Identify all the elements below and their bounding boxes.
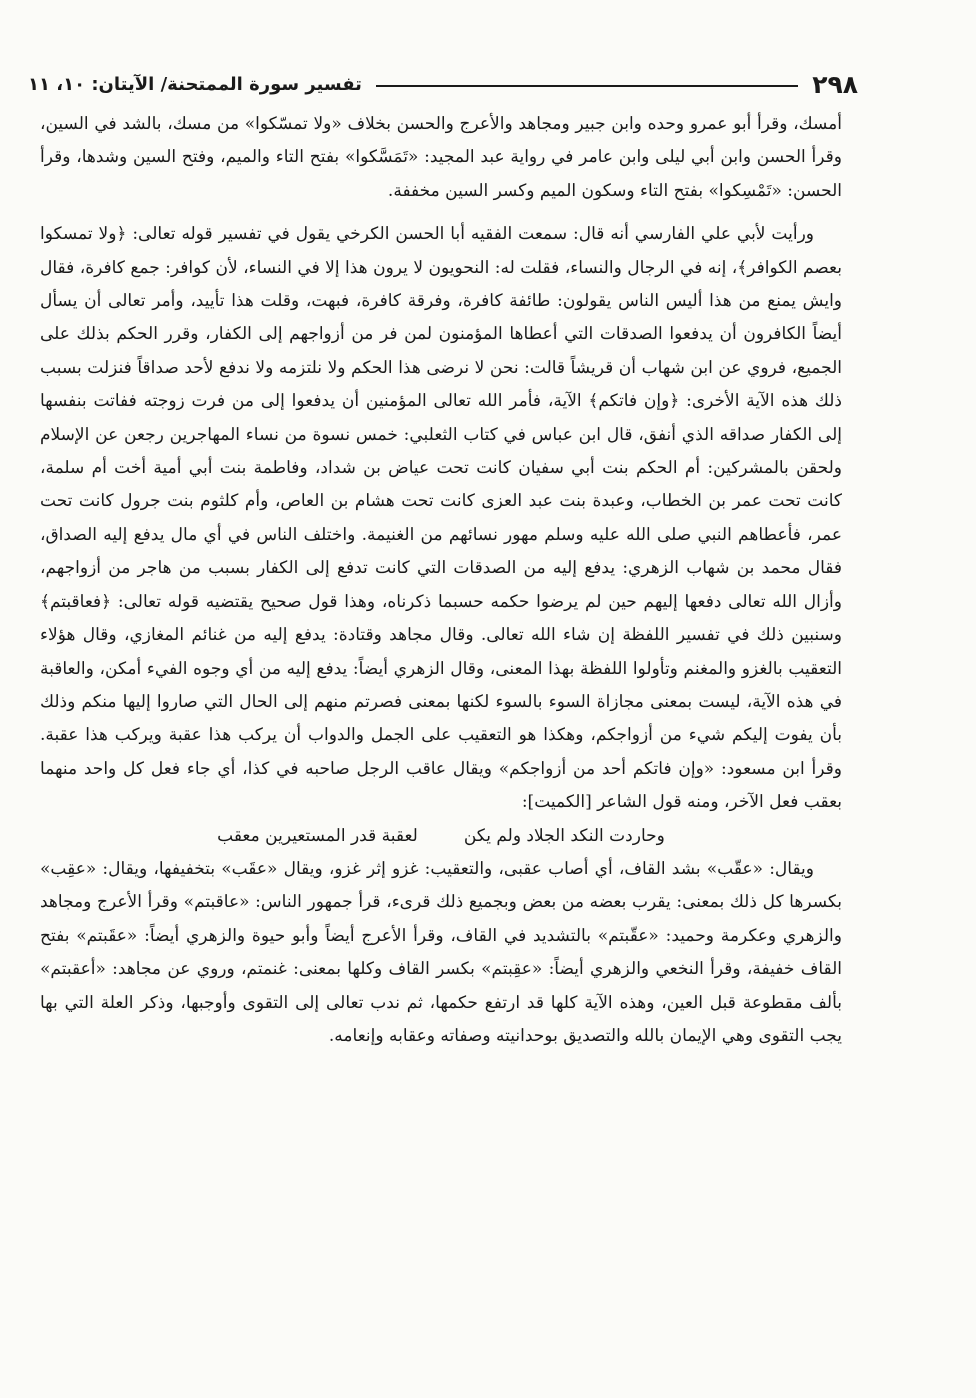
paragraph-closing: ويقال: «عقّب» بشد القاف، أي أصاب عقبى، والتعقيب: غزو إثر غزو، ويقال «عقَب» بتخفيفها، ويقال: «عقِب» بكسرها كل ذلك بمعنى: يقرب بعضه من بعض وبجميع ذلك قرىء، قرأ جمهور الناس: «عاقبتم» وقرأ الأعرج ومجاهد والزهري وعكرمة وحميد: «عقّبتم» بالتشديد في القاف، وقرأ الأعرج أيضاً وأبو حيوة والزهري أيضاً: «عقَبتم» بفتح القاف خفيفة، وقرأ النخعي والزهري أيضاً: «عقِبتم» بكسر القاف وكلها بمعنى: غنمتم، وروي عن مجاهد: «أعقبتم» بألف مقطوعة قبل العين، وهذه الآية كلها قد ارتفع حكمها، ثم ندب تعالى إلى التقوى وأوجبها، وذكر العلة التي بها يجب التقوى وهي الإيمان بالله والتصديق بوحدانيته وصفاته وعقابه وإنعامه. <box>40 858 842 1046</box>
running-title: تفسير سورة الممتحنة/ الآيتان: ١٠، ١١ <box>28 73 362 95</box>
page-header <box>28 66 858 102</box>
header-rule <box>376 85 798 87</box>
verse-second-hemistich: لعقبة قدر المستعيرين معقب <box>217 825 418 846</box>
paragraph-readings: أمسك، وقرأ أبو عمرو وحده وابن جبير ومجاهد والأعرج والحسن بخلاف «ولا تمسّكوا» من مسك، بالشد في السين، وقرأ الحسن وابن أبي ليلى وابن عامر في رواية عبد المجيد: «تَمَسَّكوا» بفتح التاء والميم، وفتح السين وشدها، وقرأ الحسن: «تَمْسِكوا» بفتح التاء وسكون الميم وكسر السين مخففة. <box>40 114 842 201</box>
poetry-verse <box>40 820 842 853</box>
paragraph-commentary: ورأيت لأبي علي الفارسي أنه قال: سمعت الفقيه أبا الحسن الكرخي يقول في تفسير قوله تعالى: ﴿ولا تمسكوا بعصم الكوافر﴾، إنه في الرجال والنساء، فقلت له: النحويون لا يرون هذا إلا في النساء، لأن كوافر: جمع كافرة، فقال وايش يمنع من هذا أليس الناس يقولون: طائفة كافرة، وفرقة كافرة، فبهت، وقلت هذا تأييد، وأمر تعالى أن يسأل أيضاً الكافرون أن يدفعوا الصدقات التي أعطاها المؤمنون لمن فر من أزواجهم إلى الكفار، وقرر الحكم بذلك على الجميع، فروي عن ابن شهاب أن قريشاً قالت: نحن لا نرضى هذا الحكم ولا نلتزمه ولا ندفع لأحد صداقاً فنزلت بسبب ذلك هذه الآية الأخرى: ﴿وإن فاتكم﴾ الآية، فأمر الله تعالى المؤمنين أن يدفعوا إلى من فرت زوجته ففاتت بنفسها إلى الكفار صداقه الذي أنفق، قال ابن عباس في كتاب الثعلبي: خمس نسوة من نساء المهاجرين رجعن عن الإسلام ولحقن بالمشركين: أم الحكم بنت أبي سفيان كانت تحت عياض بن شداد، وفاطمة بنت أبي أمية أخت أم سلمة، كانت تحت عمر بن الخطاب، وعبدة بنت عبد العزى كانت تحت هشام بن العاص، وأم كلثوم بنت جرول كانت تحت عمر، فأعطاهم النبي صلى الله عليه وسلم مهور نسائهم من الغنيمة. واختلف الناس في أي مال يدفع إليه الصداق، فقال محمد بن شهاب الزهري: يدفع إليه من الصدقات التي كانت تدفع إلى الكفار بسبب من هاجر من أزواجهم، وأزال الله تعالى دفعها إليهم حين لم يرضوا حكمه حسبما ذكرناه، وهذا قول صحيح يقتضيه قوله تعالى: ﴿فعاقبتم﴾ وسنبين ذلك في تفسير اللفظة إن شاء الله تعالى. وقال مجاهد وقتادة: يدفع إليه من غنائم المغازي، وقال هؤلاء التعقيب بالغزو والمغنم وتأولوا اللفظة بهذا المعنى، وقال الزهري أيضاً: يدفع إليه من أي وجوه الفيء أمكن، والعاقبة في هذه الآية، ليست بمعنى مجازاة السوء بالسوء لكنها بمعنى فصرتم منهم إلى الحال التي صاروا إليها منكم وذلك بأن يفوت إليكم شيء من أزواجكم، وهكذا هو التعقيب على الجمل والدواب أن يركب هذا عقبة ويركب هذا عقبة. وقرأ ابن مسعود: «وإن فاتكم أحد من أزواجكم» ويقال عاقب الرجل صاحبه في كذا، أي جاء فعل كل واحد منهما بعقب فعل الآخر، ومنه قول الشاعر [الكميت]: <box>40 224 842 813</box>
page-body <box>40 108 842 1053</box>
verse-first-hemistich: وحاردت النكد الجلاد ولم يكن <box>463 825 665 846</box>
page-number: ٢٩٨ <box>812 69 858 99</box>
